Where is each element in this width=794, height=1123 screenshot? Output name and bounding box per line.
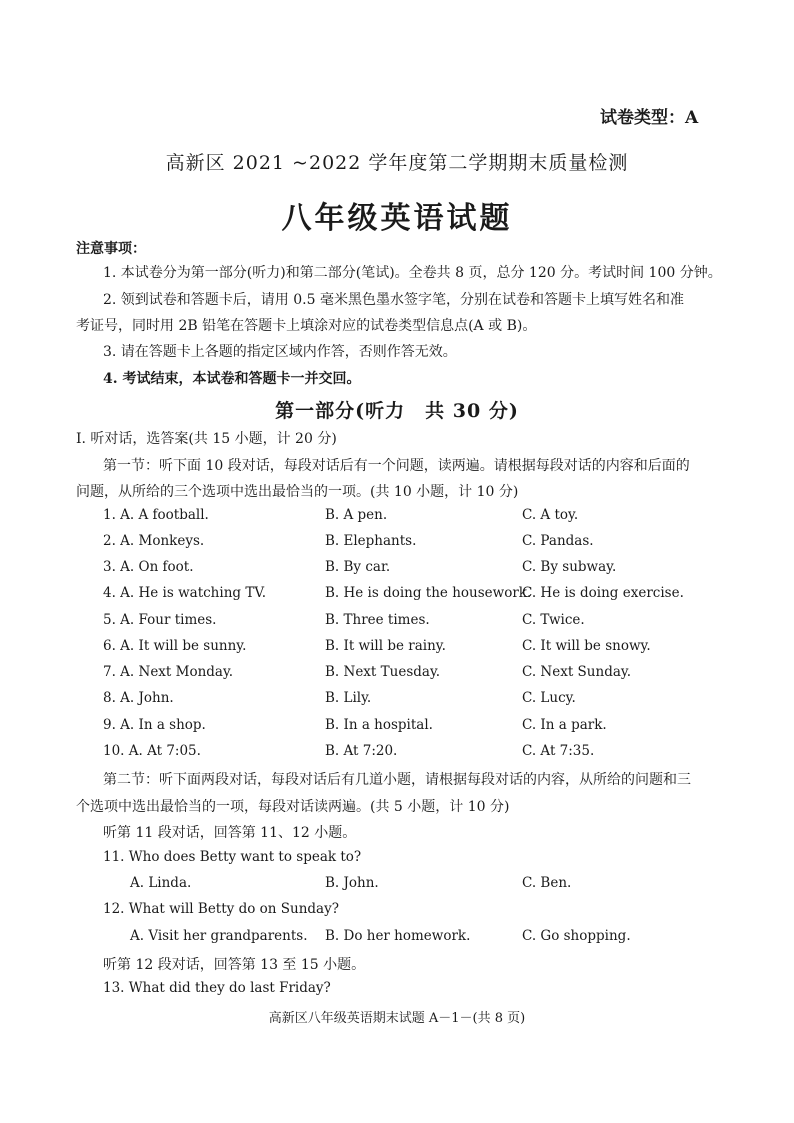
option-a: A. Visit her grandparents. (130, 928, 308, 944)
notice-item-2-line-2: 考证号，同时用 2B 铅笔在答题卡上填涂对应的试卷类型信息点(A 或 B)。 (76, 318, 537, 334)
page-footer: 高新区八年级英语期末试题 A－1－(共 8 页) (268, 1011, 526, 1026)
question-row (0, 612, 794, 634)
option-c: C. Twice. (522, 612, 585, 628)
question-row (0, 559, 794, 581)
option-c: C. Lucy. (522, 690, 576, 706)
question-row (0, 585, 794, 607)
subsection1-intro-line-2: 问题，从所给的三个选项中选出最恰当的一项。(共 10 小题，计 10 分) (76, 484, 519, 500)
notice-item-4: 4. 考试结束，本试卷和答题卡一并交回。 (103, 371, 361, 387)
question-row (0, 638, 794, 660)
option-a: 8. A. John. (103, 690, 174, 706)
option-a: 6. A. It will be sunny. (103, 638, 247, 654)
option-c: C. He is doing exercise. (522, 585, 684, 601)
notice-title: 注意事项： (76, 241, 146, 257)
question-11-stem: 11. Who does Betty want to speak to? (103, 849, 362, 865)
option-b: B. At 7:20. (325, 743, 398, 759)
question-row (0, 717, 794, 739)
option-b: B. It will be rainy. (325, 638, 446, 654)
option-c: C. Ben. (522, 875, 572, 891)
option-c: C. At 7:35. (522, 743, 595, 759)
notice-item-1: 1. 本试卷分为第一部分(听力)和第二部分(笔试)。全卷共 8 页，总分 120 分。考试时间 100 分钟。 (103, 265, 722, 281)
page-title: 八年级英语试题 (281, 201, 513, 236)
option-b: B. Three times. (325, 612, 430, 628)
dialogue-11-instruction: 听第 11 段对话，回答第 11、12 小题。 (103, 825, 357, 841)
option-b: B. John. (325, 875, 379, 891)
notice-item-3: 3. 请在答题卡上各题的指定区域内作答，否则作答无效。 (103, 344, 457, 360)
option-a: 2. A. Monkeys. (103, 533, 205, 549)
subsection2-intro-line-2: 个选项中选出最恰当的一项，每段对话读两遍。(共 5 小题，计 10 分) (76, 799, 510, 815)
question-13-stem: 13. What did they do last Friday? (103, 980, 331, 996)
option-b: B. A pen. (325, 507, 388, 523)
question-12-stem: 12. What will Betty do on Sunday? (103, 901, 339, 917)
option-a: 4. A. He is watching TV. (103, 585, 267, 601)
section1-title: Ⅰ. 听对话，选答案(共 15 小题，计 20 分) (76, 431, 337, 447)
option-a: 10. A. At 7:05. (103, 743, 201, 759)
exam-header: 高新区 2021 ~2022 学年度第二学期期末质量检测 (165, 152, 629, 174)
notice-item-2-line-1: 2. 领到试卷和答题卡后，请用 0.5 毫米黑色墨水签字笔，分别在试卷和答题卡上填写姓名和准 (103, 292, 684, 308)
question-row (0, 533, 794, 555)
option-b: B. Next Tuesday. (325, 664, 441, 680)
option-b: B. He is doing the housework. (325, 585, 532, 601)
question-row (0, 690, 794, 712)
question-row (0, 743, 794, 765)
option-c: C. By subway. (522, 559, 617, 575)
option-c: C. A toy. (522, 507, 579, 523)
question-row (0, 664, 794, 686)
option-b: B. Elephants. (325, 533, 417, 549)
option-b: B. Do her homework. (325, 928, 471, 944)
subsection1-intro-line-1: 第一节：听下面 10 段对话，每段对话后有一个问题，读两遍。请根据每段对话的内容和后面的 (103, 458, 690, 474)
option-c: C. Next Sunday. (522, 664, 632, 680)
option-b: B. In a hospital. (325, 717, 433, 733)
paper-type-label: 试卷类型：A (600, 108, 699, 128)
option-a: 7. A. Next Monday. (103, 664, 234, 680)
option-b: B. By car. (325, 559, 391, 575)
option-c: C. It will be snowy. (522, 638, 651, 654)
option-c: C. Pandas. (522, 533, 594, 549)
option-a: 3. A. On foot. (103, 559, 194, 575)
option-a: 1. A. A football. (103, 507, 209, 523)
option-b: B. Lily. (325, 690, 372, 706)
option-a: 9. A. In a shop. (103, 717, 206, 733)
part1-title: 第一部分(听力 共 30 分) (275, 400, 519, 422)
option-c: C. In a park. (522, 717, 607, 733)
question-row (0, 507, 794, 529)
option-a: A. Linda. (130, 875, 192, 891)
option-a: 5. A. Four times. (103, 612, 217, 628)
subsection2-intro-line-1: 第二节：听下面两段对话，每段对话后有几道小题，请根据每段对话的内容，从所给的问题和三 (103, 772, 691, 788)
option-c: C. Go shopping. (522, 928, 631, 944)
dialogue-12-instruction: 听第 12 段对话，回答第 13 至 15 小题。 (103, 957, 366, 973)
